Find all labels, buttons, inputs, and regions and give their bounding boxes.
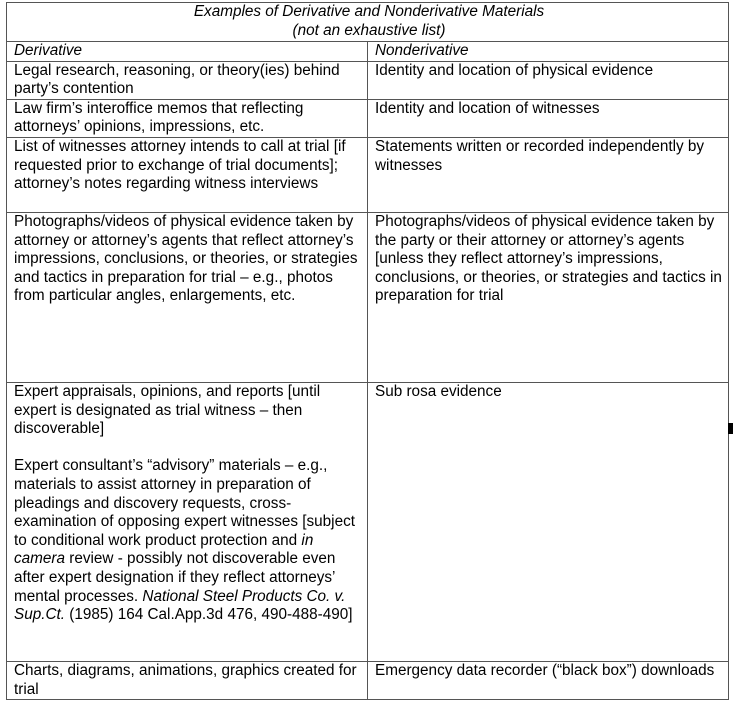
nonderivative-cell: Identity and location of witnesses bbox=[368, 99, 729, 137]
margin-marker bbox=[728, 423, 733, 434]
table-row bbox=[7, 212, 729, 382]
paragraph-2-text-a: Expert consultant’s “advisory” materials – e.g., materials to assist attorney in preparation of pleadings and discovery requests, cross-examination of opposing expert witnesses [subject to conditional work product protection and bbox=[14, 457, 355, 549]
table-header-row bbox=[7, 42, 729, 62]
nonderivative-cell: Sub rosa evidence bbox=[368, 382, 729, 661]
derivative-cell: Legal research, reasoning, or theory(ies) behind party’s contention bbox=[7, 61, 368, 99]
paragraph-gap bbox=[14, 439, 363, 458]
materials-table bbox=[6, 2, 729, 700]
table-row bbox=[7, 61, 729, 99]
paragraph-2-text-c: review - possibly not discoverable even after expert designation if they reflect attorneys’ mental processes. bbox=[14, 550, 336, 605]
header-derivative: Derivative bbox=[7, 42, 368, 62]
derivative-cell: List of witnesses attorney intends to call at trial [if requested prior to exchange of trial documents]; attorney’s notes regarding witness interviews bbox=[7, 137, 368, 212]
nonderivative-cell: Photographs/videos of physical evidence taken by the party or their attorney or attorney’s agents [unless they reflect attorney’s impressions, conclusions, or theories, or strategies and tactics in preparation for trial bbox=[368, 212, 729, 382]
paragraph-2-case-citation: National Steel Products Co. v. Sup.Ct. bbox=[14, 587, 346, 624]
table-row bbox=[7, 382, 729, 661]
table-row bbox=[7, 99, 729, 137]
table-subtitle: (not an exhaustive list) bbox=[292, 21, 446, 39]
table-title-cell bbox=[7, 3, 729, 42]
paragraph-2-italic-in-camera: in camera bbox=[14, 531, 314, 568]
nonderivative-cell: Statements written or recorded independently by witnesses bbox=[368, 137, 729, 212]
header-nonderivative: Nonderivative bbox=[368, 42, 729, 62]
derivative-cell: Photographs/videos of physical evidence taken by attorney or attorney’s agents that reflect attorney’s impressions, conclusions, or theories, or strategies and tactics in preparation for trial – e.g., photos from particular angles, enlargements, etc. bbox=[7, 212, 368, 382]
paragraph-2-text-e: (1985) 164 Cal.App.3d 476, 490-488-490] bbox=[65, 606, 353, 624]
table-title-row bbox=[7, 3, 729, 42]
derivative-paragraph-2 bbox=[14, 457, 363, 624]
derivative-cell bbox=[7, 382, 368, 661]
derivative-cell: Law firm’s interoffice memos that reflecting attorneys’ opinions, impressions, etc. bbox=[7, 99, 368, 137]
nonderivative-cell: Emergency data recorder (“black box”) downloads bbox=[368, 661, 729, 699]
table-title: Examples of Derivative and Nonderivative Materials bbox=[193, 3, 545, 20]
table-row bbox=[7, 661, 729, 699]
table-row bbox=[7, 137, 729, 212]
derivative-paragraph-1: Expert appraisals, opinions, and reports [until expert is designated as trial witness – then discoverable] bbox=[14, 382, 321, 438]
derivative-cell: Charts, diagrams, animations, graphics created for trial bbox=[7, 661, 368, 699]
nonderivative-cell: Identity and location of physical evidence bbox=[368, 61, 729, 99]
